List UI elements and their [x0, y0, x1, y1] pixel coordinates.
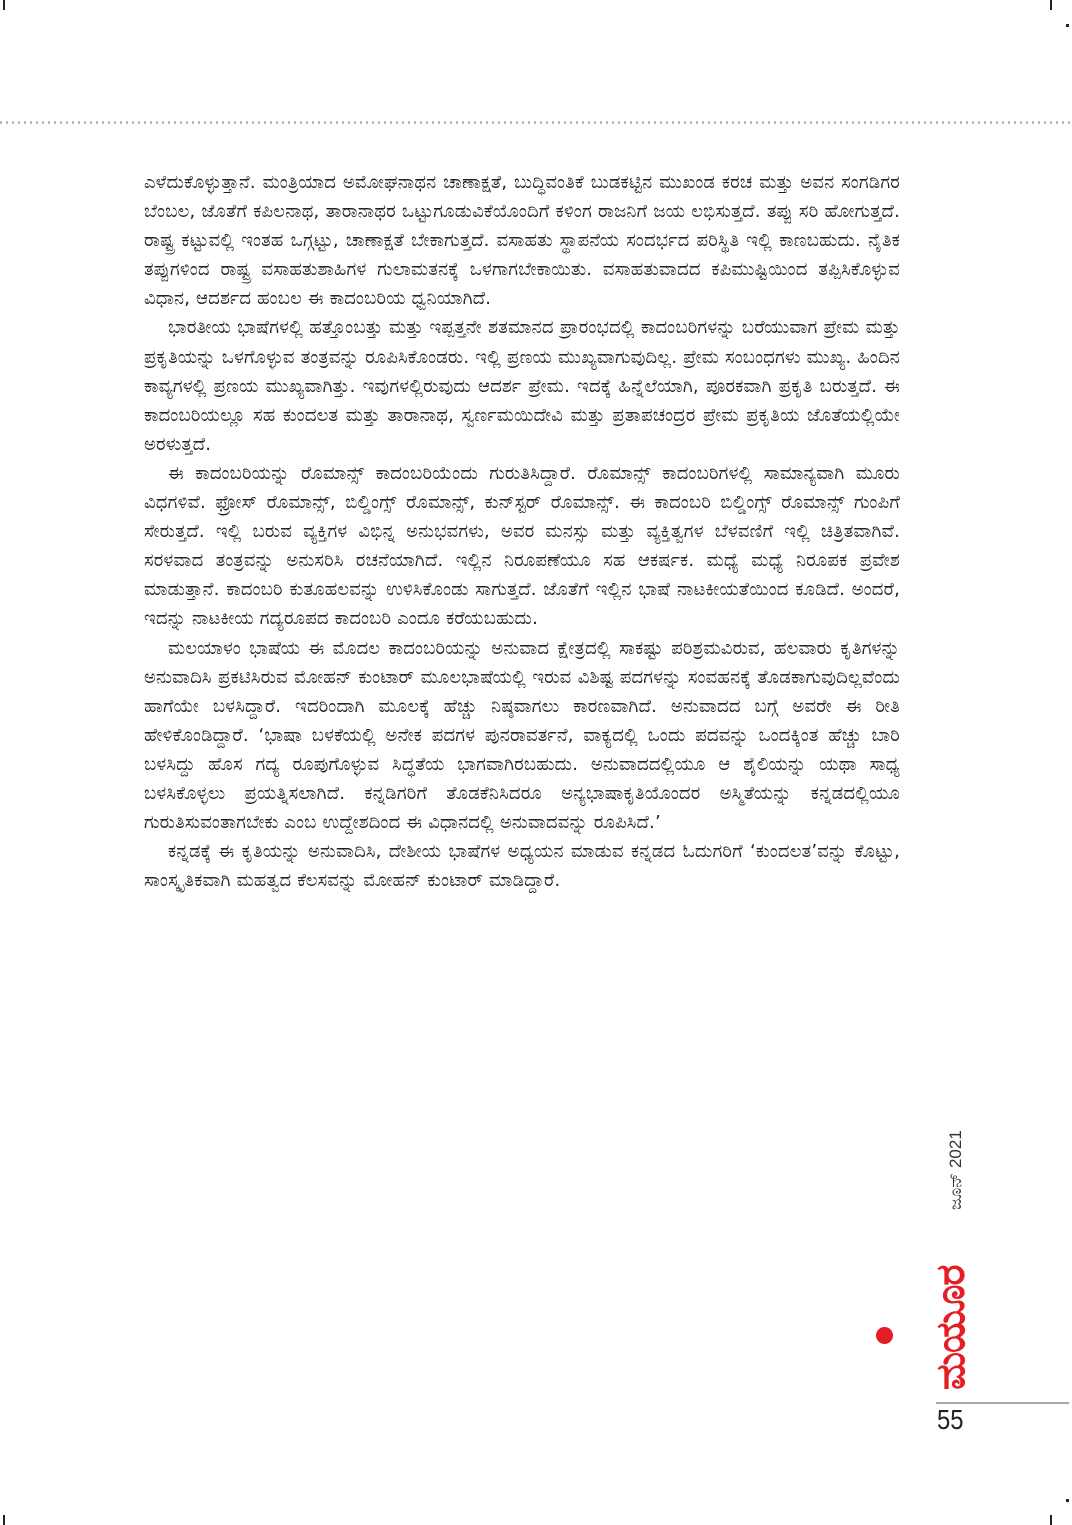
header-dotted-rule	[0, 121, 1072, 124]
magazine-logo: ಮಯೂರ	[928, 1265, 974, 1390]
crop-mark-bottom-right	[1050, 1515, 1052, 1525]
paragraph-5: ಕನ್ನಡಕ್ಕೆ ಈ ಕೃತಿಯನ್ನು ಅನುವಾದಿಸಿ, ದೇಶೀಯ ಭಾಷೆಗಳ ಅಧ್ಯಯನ ಮಾಡುವ ಕನ್ನಡದ ಓದುಗರಿಗೆ ‘ಕುಂದಲತ’ವನ್ನು ಕೊಟ್ಟು, ಸಾಂಸ್ಕೃತಿಕವಾಗಿ ಮಹತ್ವದ ಕೆಲಸವನ್ನು ಮೋಹನ್ ಕುಂಟಾರ್ ಮಾಡಿದ್ದಾರೆ.	[144, 841, 900, 892]
article-body	[144, 168, 900, 895]
page-number: 55	[937, 1404, 964, 1435]
crop-mark-right-upper	[1066, 24, 1069, 27]
end-mark-dot-icon	[876, 1327, 893, 1344]
crop-mark-top-left	[3, 0, 5, 10]
paragraph-2: ಭಾರತೀಯ ಭಾಷೆಗಳಲ್ಲಿ ಹತ್ತೊಂಬತ್ತು ಮತ್ತು ಇಪ್ಪತ್ತನೇ ಶತಮಾನದ ಪ್ರಾರಂಭದಲ್ಲಿ ಕಾದಂಬರಿಗಳನ್ನು ಬರೆಯುವಾಗ ಪ್ರೇಮ ಮತ್ತು ಪ್ರಕೃತಿಯನ್ನು ಒಳಗೊಳ್ಳುವ ತಂತ್ರವನ್ನು ರೂಪಿಸಿಕೊಂಡರು. ಇಲ್ಲಿ ಪ್ರಣಯ ಮುಖ್ಯವಾಗುವುದಿಲ್ಲ. ಪ್ರೇಮ ಸಂಬಂಧಗಳು ಮುಖ್ಯ. ಹಿಂದಿನ ಕಾವ್ಯಗಳಲ್ಲಿ ಪ್ರಣಯ ಮುಖ್ಯವಾಗಿತ್ತು. ಇವುಗಳಲ್ಲಿರುವುದು ಆದರ್ಶ ಪ್ರೇಮ. ಇದಕ್ಕೆ ಹಿನ್ನೆಲೆಯಾಗಿ, ಪೂರಕವಾಗಿ ಪ್ರಕೃತಿ ಬರುತ್ತದೆ. ಈ ಕಾದಂಬರಿಯಲ್ಲೂ ಸಹ ಕುಂದಲತ ಮತ್ತು ತಾರಾನಾಥ, ಸ್ವರ್ಣಮಯಿದೇವಿ ಮತ್ತು ಪ್ರತಾಪಚಂದ್ರರ ಪ್ರೇಮ ಪ್ರಕೃತಿಯ ಜೊತೆಯಲ್ಲಿಯೇ ಅರಳುತ್ತದೆ.	[144, 317, 900, 455]
paragraph-1: ಎಳೆದುಕೊಳ್ಳುತ್ತಾನೆ. ಮಂತ್ರಿಯಾದ ಅಮೋಘನಾಥನ ಚಾಣಾಕ್ಷತೆ, ಬುದ್ಧಿವಂತಿಕೆ ಬುಡಕಟ್ಟಿನ ಮುಖಂಡ ಕರಚ ಮತ್ತು ಅವನ ಸಂಗಡಿಗರ ಬೆಂಬಲ, ಜೊತೆಗೆ ಕಪಿಲನಾಥ, ತಾರಾನಾಥರ ಒಟ್ಟುಗೂಡುವಿಕೆಯೊಂದಿಗೆ ಕಳಿಂಗ ರಾಜನಿಗೆ ಜಯ ಲಭಿಸುತ್ತದೆ. ತಪ್ಪು ಸರಿ ಹೋಗುತ್ತದೆ. ರಾಷ್ಟ್ರ ಕಟ್ಟುವಲ್ಲಿ ಇಂತಹ ಒಗ್ಗಟ್ಟು, ಚಾಣಾಕ್ಷತೆ ಬೇಕಾಗುತ್ತದೆ. ವಸಾಹತು ಸ್ಥಾಪನೆಯ ಸಂದರ್ಭದ ಪರಿಸ್ಥಿತಿ ಇಲ್ಲಿ ಕಾಣಬಹುದು. ನೈತಿಕ ತಪ್ಪುಗಳಿಂದ ರಾಷ್ಟ್ರ ವಸಾಹತುಶಾಹಿಗಳ ಗುಲಾಮತನಕ್ಕೆ ಒಳಗಾಗಬೇಕಾಯಿತು. ವಸಾಹತುವಾದದ ಕಪಿಮುಷ್ಟಿಯಿಂದ ತಪ್ಪಿಸಿಕೊಳ್ಳುವ ವಿಧಾನ, ಆದರ್ಶದ ಹಂಬಲ ಈ ಕಾದಂಬರಿಯ ಧ್ವನಿಯಾಗಿದೆ.	[144, 172, 900, 310]
crop-mark-right-lower	[1066, 1499, 1069, 1502]
crop-mark-bottom-left	[3, 1515, 5, 1525]
issue-date: ಜೂನ್ 2021	[946, 1130, 965, 1210]
paragraph-3: ಈ ಕಾದಂಬರಿಯನ್ನು ರೊಮಾನ್ಸ್ ಕಾದಂಬರಿಯೆಂದು ಗುರುತಿಸಿದ್ದಾರೆ. ರೊಮಾನ್ಸ್ ಕಾದಂಬರಿಗಳಲ್ಲಿ ಸಾಮಾನ್ಯವಾಗಿ ಮೂರು ವಿಧಗಳಿವೆ. ಫ್ರೋಸ್ ರೊಮಾನ್ಸ್, ಬಿಲ್ಡಿಂಗ್ಸ್ ರೊಮಾನ್ಸ್, ಕುನ್‌ಸ್ಟರ್ ರೊಮಾನ್ಸ್. ಈ ಕಾದಂಬರಿ ಬಿಲ್ಡಿಂಗ್ಸ್ ರೊಮಾನ್ಸ್ ಗುಂಪಿಗೆ ಸೇರುತ್ತದೆ. ಇಲ್ಲಿ ಬರುವ ವ್ಯಕ್ತಿಗಳ ವಿಭಿನ್ನ ಅನುಭವಗಳು, ಅವರ ಮನಸ್ಸು ಮತ್ತು ವ್ಯಕ್ತಿತ್ವಗಳ ಬೆಳವಣಿಗೆ ಇಲ್ಲಿ ಚಿತ್ರಿತವಾಗಿವೆ. ಸರಳವಾದ ತಂತ್ರವನ್ನು ಅನುಸರಿಸಿ ರಚನೆಯಾಗಿದೆ. ಇಲ್ಲಿನ ನಿರೂಪಣೆಯೂ ಸಹ ಆಕರ್ಷಕ. ಮಧ್ಯೆ ಮಧ್ಯೆ ನಿರೂಪಕ ಪ್ರವೇಶ ಮಾಡುತ್ತಾನೆ. ಕಾದಂಬರಿ ಕುತೂಹಲವನ್ನು ಉಳಿಸಿಕೊಂಡು ಸಾಗುತ್ತದೆ. ಜೊತೆಗೆ ಇಲ್ಲಿನ ಭಾಷೆ ನಾಟಕೀಯತೆಯಿಂದ ಕೂಡಿದೆ. ಅಂದರೆ, ಇದನ್ನು ನಾಟಕೀಯ ಗದ್ಯರೂಪದ ಕಾದಂಬರಿ ಎಂದೂ ಕರೆಯಬಹುದು.	[144, 462, 900, 630]
paragraph-4: ಮಲಯಾಳಂ ಭಾಷೆಯ ಈ ಮೊದಲ ಕಾದಂಬರಿಯನ್ನು ಅನುವಾದ ಕ್ಷೇತ್ರದಲ್ಲಿ ಸಾಕಷ್ಟು ಪರಿಶ್ರಮವಿರುವ, ಹಲವಾರು ಕೃತಿಗಳನ್ನು ಅನುವಾದಿಸಿ ಪ್ರಕಟಿಸಿರುವ ಮೋಹನ್ ಕುಂಟಾರ್ ಮೂಲಭಾಷೆಯಲ್ಲಿ ಇರುವ ವಿಶಿಷ್ಟ ಪದಗಳನ್ನು ಸಂವಹನಕ್ಕೆ ತೊಡಕಾಗುವುದಿಲ್ಲವೆಂದು ಹಾಗೆಯೇ ಬಳಸಿದ್ದಾರೆ. ಇದರಿಂದಾಗಿ ಮೂಲಕ್ಕೆ ಹೆಚ್ಚು ನಿಷ್ಠವಾಗಲು ಕಾರಣವಾಗಿದೆ. ಅನುವಾದದ ಬಗ್ಗೆ ಅವರೇ ಈ ರೀತಿ ಹೇಳಿಕೊಂಡಿದ್ದಾರೆ. ‘ಭಾಷಾ ಬಳಕೆಯಲ್ಲಿ ಅನೇಕ ಪದಗಳ ಪುನರಾವರ್ತನೆ, ವಾಕ್ಯದಲ್ಲಿ ಒಂದು ಪದವನ್ನು ಒಂದಕ್ಕಿಂತ ಹೆಚ್ಚು ಬಾರಿ ಬಳಸಿದ್ದು ಹೊಸ ಗದ್ಯ ರೂಪುಗೊಳ್ಳುವ ಸಿದ್ಧತೆಯ ಭಾಗವಾಗಿರಬಹುದು. ಅನುವಾದದಲ್ಲಿಯೂ ಆ ಶೈಲಿಯನ್ನು ಯಥಾ ಸಾಧ್ಯ ಬಳಸಿಕೊಳ್ಳಲು ಪ್ರಯತ್ನಿಸಲಾಗಿದೆ. ಕನ್ನಡಿಗರಿಗೆ ತೊಡಕೆನಿಸಿದರೂ ಅನ್ಯಭಾಷಾಕೃತಿಯೊಂದರ ಅಸ್ಮಿತೆಯನ್ನು ಕನ್ನಡದಲ್ಲಿಯೂ ಗುರುತಿಸುವಂತಾಗಬೇಕು ಎಂಬ ಉದ್ದೇಶದಿಂದ ಈ ವಿಧಾನದಲ್ಲಿ ಅನುವಾದವನ್ನು ರೂಪಿಸಿದೆ.’	[144, 637, 900, 834]
crop-mark-top-right	[1050, 0, 1052, 10]
